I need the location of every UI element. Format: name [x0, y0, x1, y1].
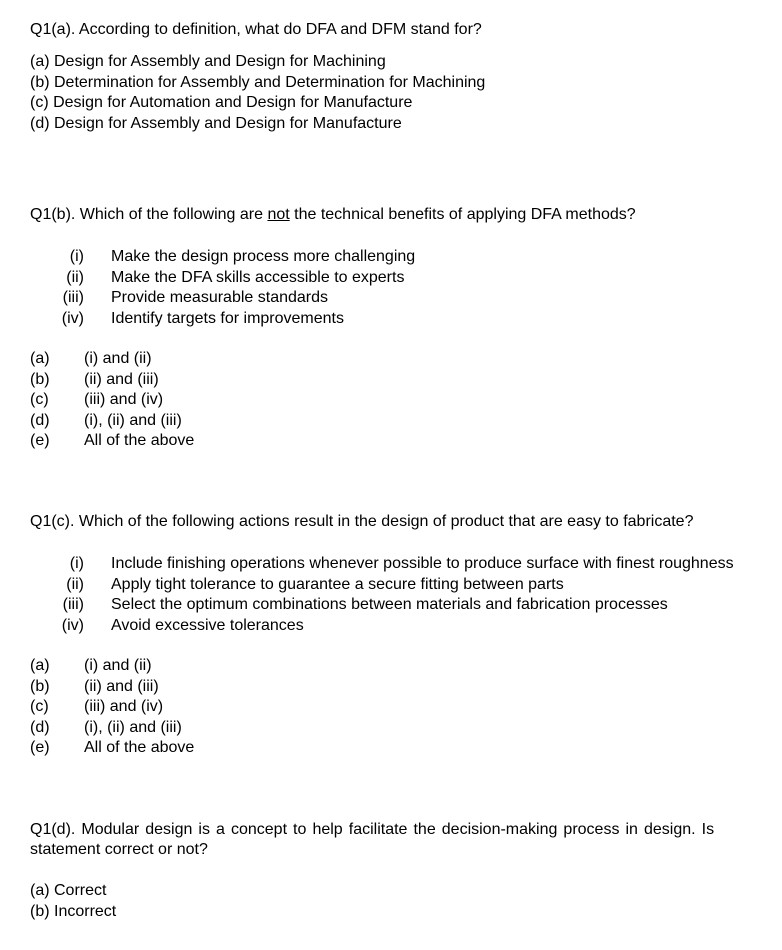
choice-1b-d[interactable]: [30, 411, 765, 432]
statement-text: Apply tight tolerance to guarantee a secure fitting between parts: [111, 575, 564, 593]
statement-1c-ii: [30, 575, 765, 596]
choice-label: (a): [30, 350, 50, 367]
statement-1c-iii: [30, 595, 765, 616]
choice-label: (d): [30, 411, 50, 429]
option-1a-b[interactable]: (b) Determination for Assembly and Determination for Machining: [30, 73, 486, 91]
question-1d-options: [30, 881, 765, 922]
choice-1c-d[interactable]: [30, 718, 765, 739]
statement-text: Identify targets for improvements: [111, 309, 344, 327]
statement-1b-i: [30, 247, 765, 268]
question-1a: [30, 20, 765, 134]
option-1a-a[interactable]: (a) Design for Assembly and Design for Machining: [30, 53, 386, 70]
question-1b-statements: [30, 247, 765, 329]
choice-text: All of the above: [84, 432, 195, 449]
choice-label: (c): [30, 698, 49, 715]
choice-label: (b): [30, 370, 50, 388]
option-1a-d[interactable]: (d) Design for Assembly and Design for Manufacture: [30, 114, 402, 132]
choice-text: (ii) and (iii): [84, 677, 159, 695]
statement-1b-iv: [30, 309, 765, 330]
statement-text: Select the optimum combinations between materials and fabrication processes: [111, 596, 668, 613]
choice-1c-c[interactable]: [30, 697, 765, 718]
question-1d-text-line1: Q1(d). Modular design is a concept to help facilitate the decision-making process in design. Is: [30, 821, 715, 838]
statement-text: Avoid excessive tolerances: [111, 616, 304, 634]
statement-number: (iv): [61, 616, 84, 634]
choice-1b-e[interactable]: [30, 431, 765, 452]
statement-number: (iv): [61, 309, 84, 327]
choice-1c-a[interactable]: [30, 656, 765, 677]
choice-label: (e): [30, 739, 50, 756]
choice-label: (c): [30, 391, 49, 408]
question-1b: [30, 205, 765, 452]
choice-label: (a): [30, 657, 50, 674]
statement-1c-i: [30, 554, 765, 575]
choice-1b-c[interactable]: [30, 390, 765, 411]
statement-text: Make the design process more challenging: [111, 248, 416, 265]
question-1c-text: Q1(c). Which of the following actions result in the design of product that are easy to fabricate?: [30, 513, 694, 530]
statement-number: (i): [69, 555, 84, 572]
option-1a-c[interactable]: (c) Design for Automation and Design for Manufacture: [30, 94, 413, 111]
choice-text: (ii) and (iii): [84, 370, 159, 388]
statement-number: (iii): [62, 596, 84, 613]
choice-1c-e[interactable]: [30, 738, 765, 759]
question-1a-options: [30, 52, 765, 134]
choice-1b-b[interactable]: [30, 370, 765, 391]
question-1b-text-pre: Q1(b). Which of the following are: [30, 206, 268, 223]
choice-text: (i), (ii) and (iii): [84, 718, 182, 736]
choice-1b-a[interactable]: [30, 349, 765, 370]
statement-1c-iv: [30, 616, 765, 637]
question-1c: [30, 512, 765, 759]
statement-1b-ii: [30, 268, 765, 289]
choice-text: (iii) and (iv): [84, 391, 164, 408]
choice-text: (iii) and (iv): [84, 698, 164, 715]
question-1b-text-emphasis: not: [267, 206, 290, 223]
question-1c-choices: [30, 656, 765, 759]
statement-number: (iii): [62, 289, 84, 306]
choice-text: All of the above: [84, 739, 195, 756]
question-1b-text-post: the technical benefits of applying DFA methods?: [289, 206, 636, 223]
choice-text: (i), (ii) and (iii): [84, 411, 182, 429]
question-1d-text-line2: statement correct or not?: [30, 841, 208, 858]
choice-text: (i) and (ii): [84, 350, 152, 367]
statement-number: (i): [69, 248, 84, 265]
question-1d: [30, 820, 765, 922]
statement-text: Include finishing operations whenever possible to produce surface with finest roughness: [111, 555, 734, 572]
statement-text: Make the DFA skills accessible to experts: [111, 268, 405, 286]
choice-text: (i) and (ii): [84, 657, 152, 674]
choice-1c-b[interactable]: [30, 677, 765, 698]
statement-1b-iii: [30, 288, 765, 309]
statement-number: (ii): [66, 575, 84, 593]
statement-number: (ii): [66, 268, 84, 286]
question-1b-choices: [30, 349, 765, 452]
option-1d-b[interactable]: (b) Incorrect: [30, 902, 117, 920]
question-1b-text: [30, 205, 765, 225]
choice-label: (b): [30, 677, 50, 695]
question-1a-text: Q1(a). According to definition, what do DFA and DFM stand for?: [30, 21, 482, 38]
statement-text: Provide measurable standards: [111, 289, 329, 306]
choice-label: (e): [30, 432, 50, 449]
option-1d-a[interactable]: (a) Correct: [30, 882, 107, 899]
question-1c-statements: [30, 554, 765, 636]
choice-label: (d): [30, 718, 50, 736]
